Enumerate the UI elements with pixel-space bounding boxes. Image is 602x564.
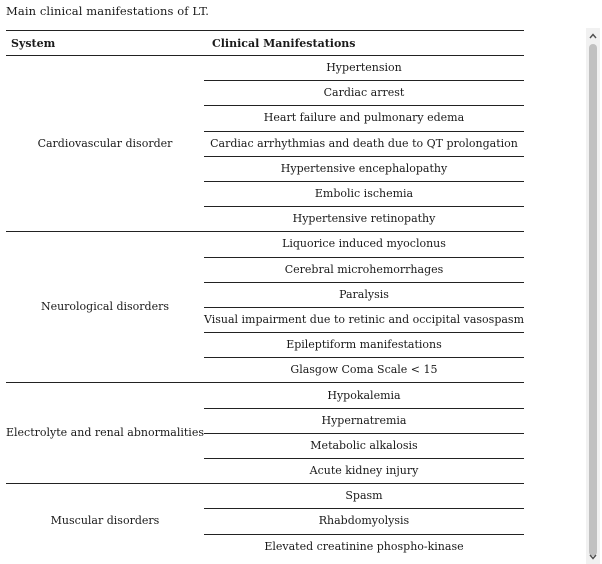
- manifestation-cell: Visual impairment due to retinic and occipital vasospasm: [204, 307, 524, 332]
- scrollbar-thumb[interactable]: [589, 44, 597, 556]
- system-cell: Electrolyte and renal abnormalities: [6, 383, 204, 484]
- vertical-scrollbar[interactable]: [586, 28, 600, 564]
- manifestation-cell: Heart failure and pulmonary edema: [204, 106, 524, 131]
- header-row: [6, 31, 524, 56]
- table-row: [6, 383, 524, 408]
- manifestation-cell: Embolic ischemia: [204, 181, 524, 206]
- manifestation-cell: Cardiac arrest: [204, 81, 524, 106]
- manifestation-cell: Hypertension: [204, 56, 524, 81]
- clinical-manifestations-table: [6, 30, 524, 559]
- table-row: [6, 56, 524, 81]
- manifestation-cell: Elevated creatinine phospho-kinase: [264, 539, 464, 553]
- table-row: [6, 232, 524, 257]
- manifestation-cell: Cardiac arrhythmias and death due to QT prolongation: [204, 131, 524, 156]
- chevron-up-icon[interactable]: [586, 30, 600, 42]
- system-cell: Cardiovascular disorder: [6, 56, 204, 232]
- manifestation-cell: Metabolic alkalosis: [204, 433, 524, 458]
- table-body: [6, 56, 524, 559]
- manifestation-cell: Hypertensive retinopathy: [204, 207, 524, 232]
- manifestation-cell: Rhabdomyolysis: [204, 509, 524, 534]
- system-cell: Muscular disorders: [50, 514, 160, 528]
- manifestation-cell: Hypertensive encephalopathy: [204, 156, 524, 181]
- manifestation-cell: Liquorice induced myoclonus: [204, 232, 524, 257]
- manifestation-cell: Glasgow Coma Scale < 15: [204, 358, 524, 383]
- table-caption: Main clinical manifestations of LT.: [6, 4, 210, 18]
- manifestation-cell: Spasm: [204, 484, 524, 509]
- manifestation-cell: Hypokalemia: [204, 383, 524, 408]
- manifestation-cell: Epileptiform manifestations: [204, 333, 524, 358]
- chevron-down-icon[interactable]: [586, 551, 600, 563]
- table-row: [6, 484, 524, 509]
- column-header-clinical-manifestations: Clinical Manifestations: [204, 31, 524, 56]
- system-cell: Neurological disorders: [6, 232, 204, 383]
- column-header-system: System: [6, 31, 204, 56]
- manifestation-cell: Acute kidney injury: [204, 459, 524, 484]
- manifestation-cell: Hypernatremia: [204, 408, 524, 433]
- manifestation-cell: Paralysis: [204, 282, 524, 307]
- manifestation-cell: Cerebral microhemorrhages: [204, 257, 524, 282]
